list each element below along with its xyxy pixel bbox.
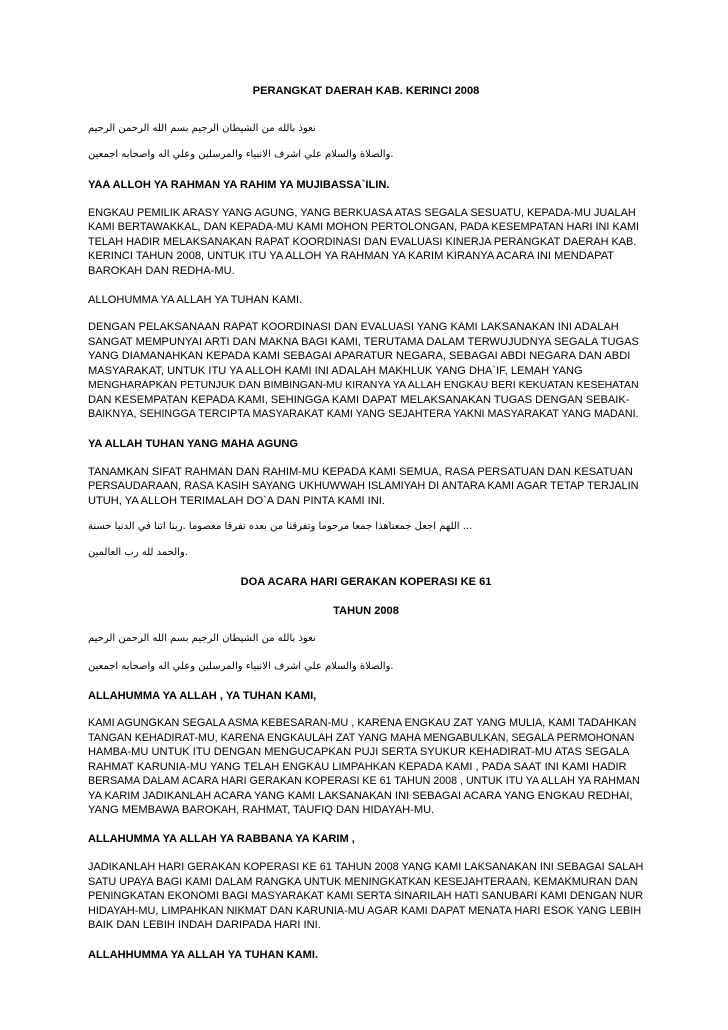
paragraph-2-line: DENGAN PELAKSANAAN RAPAT KOORDINASI DAN EVALUASI YANG KAMI LAKSANAKAN INI ADALAH xyxy=(88,321,619,333)
paragraph-1-line: BAROKAH DAN REDHA-MU. xyxy=(88,265,235,277)
document-title: PERANGKAT DAERAH KAB. KERINCI 2008 xyxy=(252,85,480,97)
paragraph-1-line: KAMI BERTAWAKKAL, DAN KEPADA-MU KAMI MOHON PERTOLONGAN, PADA KESEMPATAN HARI INI KAMI xyxy=(88,221,640,233)
paragraph-1-line: ENGKAU PEMILIK ARASY YANG AGUNG, YANG BERKUASA ATAS SEGALA SESUATU, KEPADA-MU JUALAH xyxy=(88,207,636,219)
section-year: TAHUN 2008 xyxy=(333,605,399,617)
arabic-opening: نعوذ بالله من الشيطان الرجيم بسم الله الرحمن الرحيم xyxy=(88,123,316,134)
arabic-hamdalah: .والحمد لله رب العالمين xyxy=(88,547,188,558)
paragraph-5-line: PENINGKATAN EKONOMI BAGI MASYARAKAT KAMI SERTA SINARILAH HATI SANUBARI KAMI DENGAN NUR xyxy=(88,890,644,902)
paragraph-3-line: UTUH, YA ALLOH TERIMALAH DO`A DAN PINTA KAMI INI. xyxy=(88,495,385,507)
paragraph-3-line: TANAMKAN SIFAT RAHMAN DAN RAHIM-MU KEPADA KAMI SEMUA, RASA PERSATUAN DAN KESATUAN xyxy=(88,466,633,478)
paragraph-5-line: JADIKANLAH HARI GERAKAN KOPERASI KE 61 TAHUN 2008 YANG KAMI LAKSANAKAN INI SEBAGAI SALAH xyxy=(88,861,644,873)
paragraph-2-line: MENGHARAPKAN PETUNJUK DAN BIMBINGAN-MU KIRANYA YA ALLAH ENGKAU BERI KEKUATAN KESEHATAN xyxy=(88,379,639,391)
paragraph-5-line: SATU UPAYA BAGI KAMI DALAM RANGKA UNTUK MENINGKATKAN KESEJAHTERAAN, KEMAKMURAN DAN xyxy=(88,876,638,888)
paragraph-4-line: YANG MEMBAWA BAROKAH, RAHMAT, TAUFIQ DAN HIDAYAH-MU. xyxy=(88,804,435,816)
arabic-opening-2: نعوذ بالله من الشيطان الرجيم بسم الله الرحمن الرحيم xyxy=(88,633,316,644)
paragraph-2-line: MASYARAKAT, UNTUK ITU YA ALLOH KAMI INI ADALAH MAKHLUK YANG DHA`IF, LEMAH YANG xyxy=(88,365,583,377)
heading-2: ALLOHUMMA YA ALLAH YA TUHAN KAMI. xyxy=(88,294,303,306)
paragraph-4-line: HAMBA-MU UNTUK ITU DENGAN MENGUCAPKAN PUJI SERTA SYUKUR KEHADIRAT-MU ATAS SEGALA xyxy=(88,746,630,758)
section-title: DOA ACARA HARI GERAKAN KOPERASI KE 61 xyxy=(240,576,492,588)
paragraph-5-line: BAIK DAN LEBIH INDAH DARIPADA HARI INI. xyxy=(88,919,321,931)
paragraph-4-line: KAMI AGUNGKAN SEGALA ASMA KEBESARAN-MU , KARENA ENGKAU ZAT YANG MULIA, KAMI TADAHKAN xyxy=(88,717,637,729)
arabic-prayer: ... اللهم اجعل جمعناهذا جمعا مرحوما وتفرقنا من بعده تفرقا معصوما .ربنا اتنا في الدنيا حسنة xyxy=(88,521,473,532)
heading-6: ALLAHHUMMA YA ALLAH YA TUHAN KAMI. xyxy=(88,949,319,961)
paragraph-4-line: YA KARIM JADIKANLAH ACARA YANG KAMI LAKSANAKAN INI SEBAGAI ACARA YANG ENGKAU REDHAI, xyxy=(88,790,633,802)
arabic-salawat-2: .والصلاة والسلام علي اشرف الانبياء والمرسلين وعلي اله واصحابه اجمعين xyxy=(88,661,394,672)
paragraph-3-line: PERSAUDARAAN, RASA KASIH SAYANG UKHUWWAH ISLAMIYAH DI ANTARA KAMI AGAR TETAP TERJALIN xyxy=(88,480,639,492)
paragraph-4-line: BERSAMA DALAM ACARA HARI GERAKAN KOPERASI KE 61 TAHUN 2008 , UNTUK ITU YA ALLAH YA RAHMAN xyxy=(88,775,640,787)
paragraph-2-line: YANG DIAMANAHKAN KEPADA KAMI SEBAGAI APARATUR NEGARA, SEBAGAI ABDI NEGARA DAN ABDI xyxy=(88,350,631,362)
paragraph-1-line: TELAH HADIR MELAKSANAKAN RAPAT KOORDINASI DAN EVALUASI KINERJA PERANGKAT DAERAH KAB. xyxy=(88,236,637,248)
heading-4: ALLAHUMMA YA ALLAH , YA TUHAN KAMI, xyxy=(88,690,317,702)
heading-3: YA ALLAH TUHAN YANG MAHA AGUNG xyxy=(88,438,298,450)
paragraph-4-line: RAHMAT KARUNIA-MU YANG TELAH ENGKAU LIMPAHKAN KEPADA KAMI , PADA SAAT INI KAMI HADIR xyxy=(88,761,627,773)
paragraph-5-line: HIDAYAH-MU, LIMPAHKAN NIKMAT DAN KARUNIA-MU AGAR KAMI DAPAT MENATA HARI ESOK YANG LEBIH xyxy=(88,905,642,917)
paragraph-2-line: DAN KESEMPATAN KEPADA KAMI, SEHINGGA KAMI DAPAT MELAKSANAKAN TUGAS DENGAN SEBAIK- xyxy=(88,394,630,406)
paragraph-1-line: KERINCI TAHUN 2008, UNTUK ITU YA ALLOH YA RAHMAN YA KARIM KIRANYA ACARA INI MENDAPAT xyxy=(88,250,615,262)
paragraph-4-line: TANGAN KEHADIRAT-MU, KARENA ENGKAULAH ZAT YANG MAHA MENGABULKAN, SEGALA PERMOHONAN xyxy=(88,732,635,744)
arabic-salawat: .والصلاة والسلام علي اشرف الانبياء والمرسلين وعلي اله واصحابه اجمعين xyxy=(88,149,394,160)
paragraph-2-line: BAIKNYA, SEHINGGA TERCIPTA MASYARAKAT KAMI YANG SEJAHTERA YAKNI MASYARAKAT YANG MADANI. xyxy=(88,408,639,420)
paragraph-2-line: SANGAT MEMPUNYAI ARTI DAN MAKNA BAGI KAMI, TERUTAMA DALAM TERWUJUDNYA SEGALA TUGAS xyxy=(88,336,639,348)
heading-1: YAA ALLOH YA RAHMAN YA RAHIM YA MUJIBASSA`ILIN. xyxy=(88,179,390,191)
heading-5: ALLAHUMMA YA ALLAH YA RABBANA YA KARIM , xyxy=(88,833,355,845)
